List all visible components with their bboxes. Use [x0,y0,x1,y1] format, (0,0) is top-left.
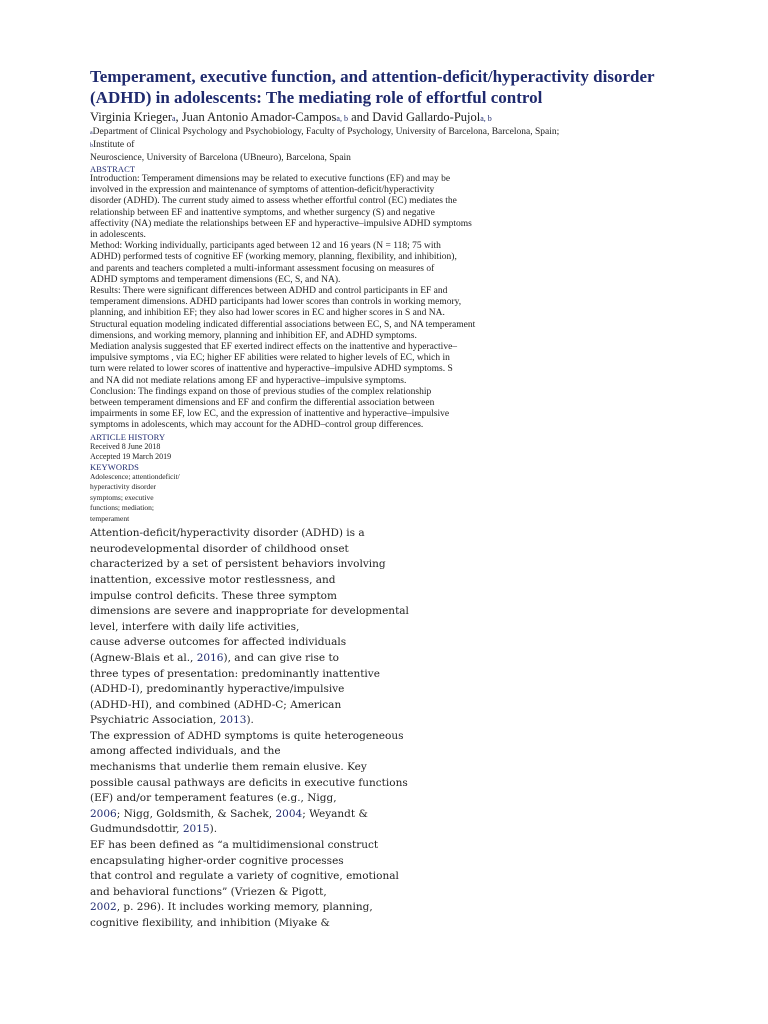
body-line [90,713,710,729]
body-text-span: Attention-deficit/hyperactivity disorder (ADHD) is a [90,527,365,540]
body-line [90,744,710,760]
abstract-line: turn were related to lower scores of inattentive and hyperactive–impulsive ADHD symptoms. S [90,364,453,375]
received-date: Received 8 June 2018 [90,441,161,451]
body-line [90,604,710,620]
body-text-span: Psychiatric Association, [90,714,220,727]
abstract-heading: ABSTRACT [90,164,136,174]
keywords [90,472,710,525]
abstract-line: impairments in some EF, low EC, and the expression of inattentive and hyperactive–impulsive [90,409,450,420]
body-line [90,854,710,870]
body-line [90,651,710,667]
abstract-line: disorder (ADHD). The current study aimed to assess whether effortful control (EC) mediates the [90,196,457,207]
abstract-line: in adolescents. [90,230,146,241]
body-text-span: ). [246,714,254,727]
affiliation-text: Institute of [93,140,135,150]
body-line [90,526,710,542]
abstract-line: Results: There were significant differences between ADHD and control participants in EF and [90,286,448,297]
body-text-span: that control and regulate a variety of cognitive, emotional [90,870,399,883]
body-line [90,667,710,683]
title-line: Temperament, executive function, and attention-deficit/hyperactivity disorder [90,67,655,86]
body-text-span: cause adverse outcomes for affected individuals [90,636,347,649]
body-text-span: mechanisms that underlie them remain elusive. Key [90,761,367,774]
author-name[interactable]: , Juan Antonio Amador-Campos [175,110,337,124]
body-text-span: (ADHD-I), predominantly hyperactive/impulsive [90,683,345,696]
body-text-span: impulse control deficits. These three symptom [90,589,337,602]
affiliation-marker: a [90,130,93,136]
citation-link[interactable]: 2013 [219,714,247,727]
abstract-line: ADHD) performed tests of cognitive EF (working memory, planning, flexibility, and inhibition), [90,252,457,263]
article-title [90,66,710,108]
body-text-span: (EF) and/or temperament features (e.g., Nigg, [90,792,337,805]
affiliations [90,126,710,164]
body-line [90,838,710,854]
keyword-line: symptoms; executive [90,492,154,502]
affiliation-text: Department of Clinical Psychology and Psychobiology, Faculty of Psychology, University of Barcelona, Barcelona, Spain; [92,127,560,137]
body-line [90,573,710,589]
body-line [90,760,710,776]
body-line [90,542,710,558]
accepted-date: Accepted 19 March 2019 [90,451,172,461]
body-text-span: ; Weyandt & [302,807,368,820]
abstract-line: impulsive symptoms , via EC; higher EF abilities were related to higher levels of EC, which in [90,353,450,364]
abstract-line: Structural equation modeling indicated differential associations between EC, S, and NA temperament [90,319,476,330]
body-text-span: cognitive flexibility, and inhibition (Miyake & [90,917,330,930]
abstract-line: symptoms in adolescents, which may account for the ADHD–control group differences. [90,420,424,431]
body-line [90,791,710,807]
citation-link[interactable]: 2016 [196,651,224,664]
body-line [90,900,710,916]
affiliation-text: Neuroscience, University of Barcelona (UBneuro), Barcelona, Spain [90,153,351,163]
body-text-span: inattention, excessive motor restlessness, and [90,573,336,586]
abstract-line: relationship between EF and inattentive symptoms, and whether surgency (S) and negative [90,207,435,218]
affiliation-marker: b [90,143,93,149]
author-name[interactable]: Virginia Krieger [90,110,172,124]
body-text-span: encapsulating higher-order cognitive processes [90,854,344,867]
article-history [90,442,710,462]
body-line [90,620,710,636]
body-line [90,869,710,885]
citation-link[interactable]: 2006 [90,807,117,820]
body-text-span: (Agnew-Blais et al., [90,651,197,664]
author-mark: a [171,114,176,123]
body-line [90,729,710,745]
abstract-line: and parents and teachers completed a multi-informant assessment focusing on measures of [90,263,435,274]
keyword-line: temperament [90,513,130,523]
body-line [90,682,710,698]
body-text-span: among affected individuals, and the [90,745,281,758]
body-text-span: possible causal pathways are deficits in executive functions [90,776,408,789]
abstract-line: and NA did not mediate relations among EF and hyperactive–impulsive symptoms. [90,375,407,386]
keyword-line: functions; mediation; [90,503,154,513]
body-text-span: level, interfere with daily life activities, [90,620,300,633]
title-line: (ADHD) in adolescents: The mediating role of effortful control [90,88,543,107]
body-text-span: dimensions are severe and inappropriate for developmental [90,605,409,618]
author-list [90,110,710,126]
citation-link[interactable]: 2015 [182,823,210,836]
abstract-line: involved in the expression and maintenance of symptoms of attention-deficit/hyperactivity [90,185,435,196]
body-line [90,557,710,573]
body-text [90,526,710,931]
article-history-heading: ARTICLE HISTORY [90,431,166,442]
body-text-span: ; Nigg, Goldsmith, & Sachek, [116,807,276,820]
body-text-span: EF has been defined as “a multidimensional construct [90,839,379,852]
body-line [90,916,710,932]
abstract-line: Method: Working individually, participants aged between 12 and 16 years (N = 118; 75 with [90,241,441,252]
body-text-span: The expression of ADHD symptoms is quite heterogeneous [90,729,404,742]
abstract-line: between temperament dimensions and EF and confirm the differential association between [90,398,435,409]
abstract-line: temperament dimensions. ADHD participants had lower scores than controls in working memory, [90,297,462,308]
abstract-line: dimensions, and working memory, planning and inhibition EF, and ADHD symptoms. [90,330,417,341]
body-text-span: ), and can give rise to [223,651,339,664]
citation-link[interactable]: 2004 [275,807,303,820]
body-text-span: Gudmundsdottir, [90,823,183,836]
author-name[interactable]: and David Gallardo-Pujol [347,110,481,124]
abstract-line: Mediation analysis suggested that EF exerted indirect effects on the inattentive and hyperactive– [90,342,458,353]
body-text-span: (ADHD-HI), and combined (ADHD-C; American [90,698,342,711]
body-text-span: ). [209,823,218,836]
abstract-line: affectivity (NA) mediate the relationships between EF and hyperactive–impulsive ADHD symptoms [90,218,472,229]
body-line [90,822,710,838]
citation-link[interactable]: 2002 [90,901,117,914]
body-text-span: characterized by a set of persistent behaviors involving [90,558,386,571]
body-text-span: neurodevelopmental disorder of childhood onset [90,542,349,555]
keywords-heading: KEYWORDS [90,461,139,472]
body-text-span: and behavioral functions” (Vriezen & Pigott, [90,885,327,898]
body-text-span: , p. 296). It includes working memory, planning, [116,901,373,914]
body-line [90,698,710,714]
abstract-line: ADHD symptoms and temperament dimensions (EC, S, and NA). [90,274,341,285]
abstract-line: Introduction: Temperament dimensions may be related to executive functions (EF) and may be [90,174,451,184]
body-text-span: three types of presentation: predominantly inattentive [90,667,380,680]
body-line [90,589,710,605]
article-page [90,66,710,932]
body-line [90,776,710,792]
abstract-line: planning, and inhibition EF; they also had lower scores in EC and higher scores in S and NA. [90,308,445,319]
author-mark: a, b [336,114,348,123]
abstract-body [90,174,710,432]
body-line [90,807,710,823]
body-line [90,885,710,901]
keyword-line: hyperactivity disorder [90,482,157,492]
author-mark: a, b [480,114,492,123]
keyword-line: Adolescence; attentiondeficit/ [90,471,180,481]
abstract-line: Conclusion: The findings expand on those of previous studies of the complex relationship [90,386,432,397]
body-line [90,635,710,651]
